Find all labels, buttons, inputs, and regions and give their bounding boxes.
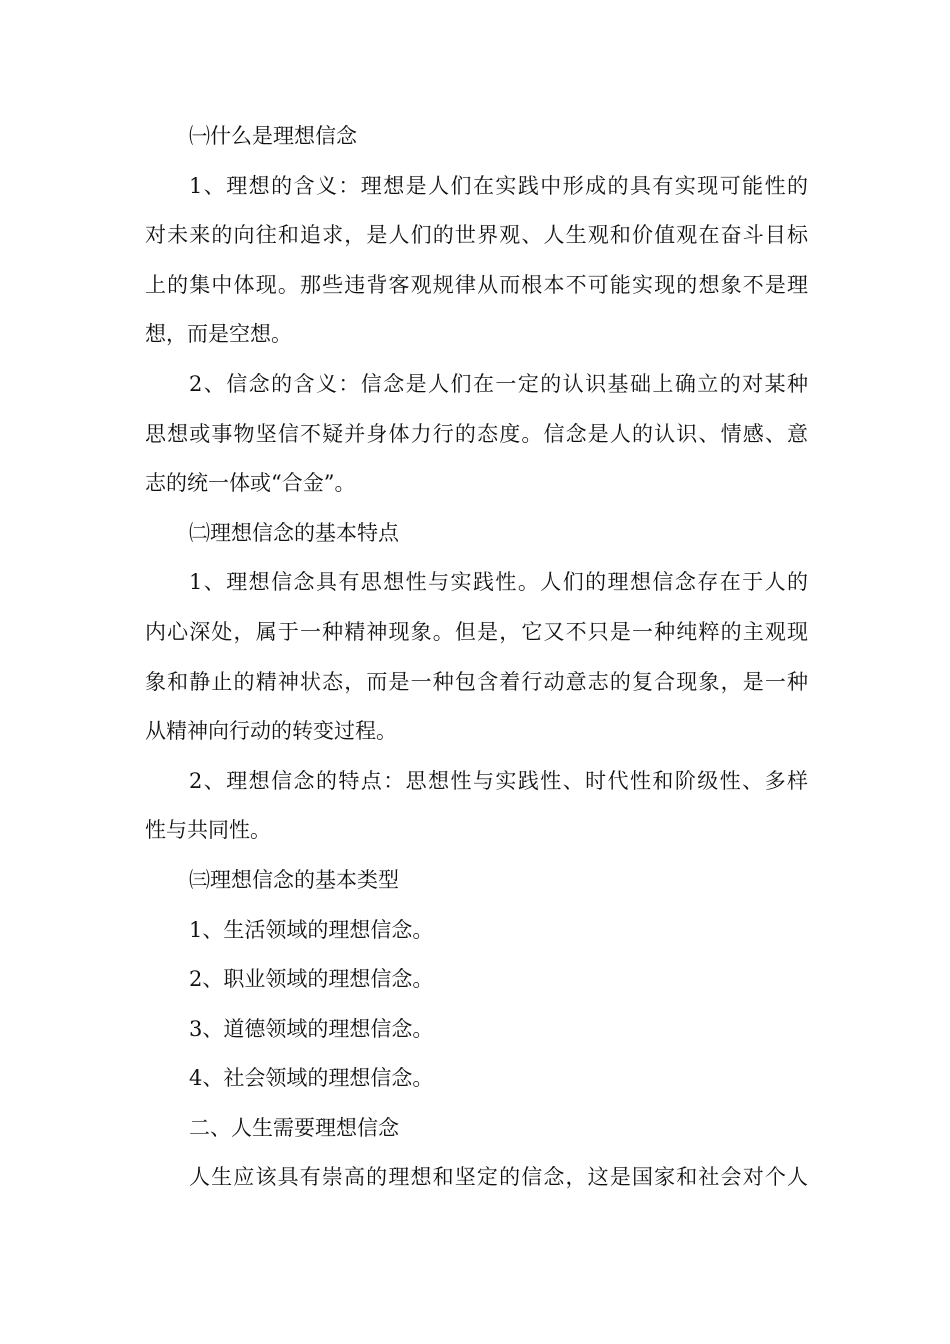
paragraph-belief-meaning-line-1: 2、信念的含义：信念是人们在一定的认识基础上确立的对某种 [189, 371, 808, 396]
paragraph-life-needs-line-1: 人生应该具有崇高的理想和坚定的信念，这是国家和社会对个人 [189, 1165, 808, 1190]
paragraph-ideal-meaning-line-2: 对未来的向往和追求，是人们的世界观、人生观和价值观在奋斗目标 [145, 223, 808, 248]
paragraph-feature-1-line-1: 1、理想信念具有思想性与实践性。人们的理想信念存在于人的 [189, 570, 808, 595]
paragraph-feature-1-line-2: 内心深处，属于一种精神现象。但是，它又不只是一种纯粹的主观现 [145, 619, 808, 644]
list-item-social-domain: 4、社会领域的理想信念。 [189, 1066, 434, 1091]
heading-what-is-ideal-belief: ㈠什么是理想信念 [189, 124, 357, 148]
paragraph-ideal-meaning-line-4: 想，而是空想。 [145, 322, 292, 347]
paragraph-belief-meaning-line-3: 志的统一体或“合金”。 [145, 471, 356, 496]
heading-life-needs-ideals: 二、人生需要理想信念 [189, 1115, 399, 1140]
list-item-career-domain: 2、职业领域的理想信念。 [189, 967, 434, 992]
paragraph-ideal-meaning-line-3: 上的集中体现。那些违背客观规律从而根本不可能实现的想象不是理 [145, 272, 808, 297]
paragraph-feature-1-line-3: 象和静止的精神状态，而是一种包含着行动意志的复合现象，是一种 [145, 669, 808, 694]
heading-basic-types: ㈢理想信念的基本类型 [189, 867, 399, 892]
paragraph-feature-1-line-4: 从精神向行动的转变过程。 [145, 719, 397, 744]
paragraph-belief-meaning-line-2: 思想或事物坚信不疑并身体力行的态度。信念是人的认识、情感、意 [145, 421, 808, 446]
document-page [145, 112, 808, 1203]
paragraph-feature-2-line-1: 2、理想信念的特点：思想性与实践性、时代性和阶级性、多样 [189, 768, 808, 793]
paragraph-feature-2-line-2: 性与共同性。 [145, 818, 271, 843]
heading-basic-features: ㈡理想信念的基本特点 [189, 520, 399, 545]
paragraph-ideal-meaning-line-1: 1、理想的含义：理想是人们在实践中形成的具有实现可能性的 [189, 173, 808, 198]
list-item-life-domain: 1、生活领域的理想信念。 [189, 917, 434, 942]
list-item-moral-domain: 3、道德领域的理想信念。 [189, 1016, 434, 1041]
